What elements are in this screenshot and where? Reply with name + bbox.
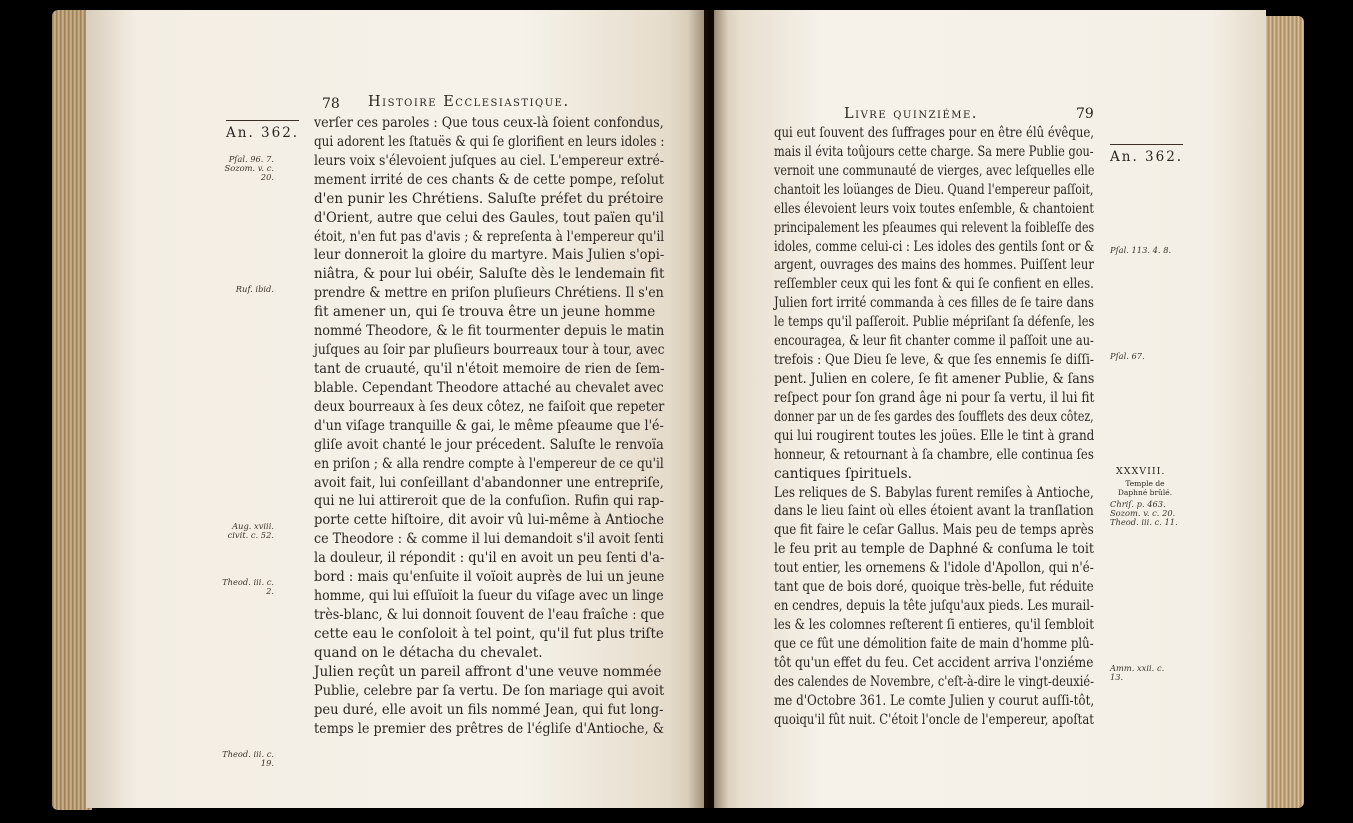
year-marker: An. 362.: [226, 120, 299, 141]
page-number: 78: [322, 96, 340, 112]
section-number: XXXVIII.: [1116, 466, 1166, 477]
text-line: Julien fort irrité commanda à ces filles de ſe taire dans: [774, 295, 1094, 312]
text-line: les & les colomnes reſterent ſi entieres, qu'il ſembloit: [774, 616, 1094, 633]
text-line: honneur, & retournant à ſa chambre, elle continua ſes: [774, 446, 1094, 463]
left-page: [86, 10, 704, 808]
page-number: 79: [1076, 106, 1094, 122]
margin-note: Aug. xviii. civit. c. 52.: [227, 521, 274, 540]
margin-note: Theod. iii. c. 19.: [222, 749, 274, 768]
text-line: temps le premier des prêtres de l'égliſe d'Antioche, &: [314, 720, 665, 737]
margin-note: Chriſ. p. 463. Sozom. v. c. 20. Theod. iii. c. 11.: [1110, 499, 1178, 527]
text-line: étoit, n'en fut pas d'avis ; & repreſenta à l'empereur qu'il: [314, 228, 665, 245]
text-line: tant de cruauté, qu'il n'étoit memoire de rien de ſem-: [314, 360, 665, 377]
text-line: en priſon ; & alla rendre compte à l'empereur de ce qu'il: [314, 455, 664, 472]
margin-note: Ruf. ibid.: [235, 284, 274, 294]
margin-note: Amm. xxii. c. 13.: [1110, 663, 1165, 682]
text-line: argent, ouvrages des mains des hommes. Puiſſent leur: [774, 257, 1094, 274]
text-line: la douleur, il répondit : qu'il en avoit un peu ſenti d'a-: [314, 550, 665, 567]
open-book: [52, 4, 1304, 819]
text-line: des calendes de Novembre, c'eſt-à-dire le vingt-deuxié-: [774, 673, 1095, 690]
text-line: qui adorent les ſtatuës & qui ſe glorifient en leurs idoles :: [314, 133, 665, 150]
text-line: d'un viſage tranquille & gai, le même pſeaume que l'é-: [314, 417, 664, 434]
text-line: qui eut ſouvent des ſuffrages pour en être élû évêque,: [774, 125, 1095, 141]
text-line: me d'Octobre 361. Le comte Julien y courut auſſi-tôt,: [774, 692, 1095, 709]
text-line: d'en punir les Chrétiens. Saluſte préfet du prétoire: [314, 190, 664, 207]
text-line: elles élevoient leurs voix toutes enſemble, & chantoient: [774, 200, 1094, 217]
text-line: Les reliques de S. Babylas furent remiſes à Antioche,: [774, 484, 1094, 501]
text-line: que ce fût une démolition faite de main d'homme plû-: [774, 635, 1094, 652]
text-line: bord : mais qu'enſuite il voïoit auprès de lui un jeune: [314, 569, 665, 586]
book-gutter: [688, 10, 728, 808]
text-line: juſques au ſoir par pluſieurs bourreaux tour à tour, avec: [314, 342, 665, 359]
text-line: tôt qu'un effet du feu. Cet accident arriva l'onziéme: [774, 654, 1094, 671]
text-line: mement irrité de ces chants & de cette pompe, reſolut: [314, 171, 664, 188]
text-line: chantoit les loüanges de Dieu. Quand l'empereur paſſoit,: [774, 181, 1094, 198]
text-line: reſſembler ceux qui les font & qui ſe confient en elles.: [774, 276, 1094, 293]
text-line: trefois : Que Dieu ſe leve, & que ſes ennemis ſe diſſi-: [774, 352, 1094, 369]
text-line: tout entier, les ornemens & l'idole d'Apollon, qui n'é-: [774, 560, 1094, 577]
text-line: quand on le détacha du chevalet.: [314, 644, 543, 661]
text-line: tant que de bois doré, quoique très-belle, fut réduite: [774, 579, 1094, 596]
text-line: que fit faire le ceſar Gallus. Mais peu de temps après: [774, 522, 1094, 539]
margin-note: Pſal. 96. 7. Sozom. v. c. 20.: [224, 154, 274, 182]
text-line: Julien reçût un pareil affront d'une veuve nommée: [314, 663, 662, 680]
text-line: le temps qu'il paſſeroit. Publie mépriſant ſa défenſe, les: [774, 314, 1095, 331]
text-line: ce Theodore : & comme il lui demandoit s'il avoit ſenti: [314, 531, 664, 548]
text-line: Publie, celebre par ſa vertu. De ſon mariage qui avoit: [314, 682, 665, 699]
text-line: gliſe avoit chanté le jour précedent. Saluſte le renvoïa: [314, 436, 664, 453]
text-line: niâtra, & pour lui obéir, Saluſte dès le lendemain fit: [314, 266, 665, 283]
text-line: blable. Cependant Theodore attaché au chevalet avec: [314, 379, 664, 396]
section-title: Temple de Daphné brûlé.: [1117, 479, 1173, 497]
text-line: quoiqu'il fût nuit. C'étoit l'oncle de l'empereur, apoſtat: [774, 711, 1094, 728]
text-line: dans le lieu ſaint où elles étoient avant la tranſlation: [774, 503, 1094, 520]
text-line: pent. Julien en colere, ſe fit amener Publie, & ſans: [774, 370, 1095, 387]
margin-note: Pſal. 67.: [1110, 351, 1145, 361]
text-line: le feu prit au temple de Daphné & conſuma le toit: [774, 541, 1095, 558]
margin-note: Pſal. 113. 4. 8.: [1110, 245, 1172, 255]
text-line: mais il évita toûjours cette charge. Sa mere Publie gou-: [774, 143, 1094, 160]
text-line: encouragea, & leur fit chanter comme il paſſoit une au-: [774, 333, 1094, 350]
text-line: fit amener un, qui ſe trouva être un jeune homme: [314, 304, 656, 321]
text-line: porte cette hiſtoire, dit avoir vû lui-même à Antioche: [314, 512, 665, 529]
margin-note: Theod. iii. c. 2.: [222, 577, 274, 596]
text-line: deux bourreaux à ſes deux côtez, ne faiſoit que repeter: [314, 398, 665, 415]
text-line: avoit fait, lui conſeillant d'abandonner une entrepriſe,: [314, 474, 664, 491]
left-body-text: [314, 114, 664, 738]
text-line: leur donneroit la gloire du martyre. Mais Julien s'opi-: [314, 247, 665, 264]
text-line: cantiques ſpirituels.: [774, 465, 912, 482]
text-line: très-blanc, & lui donnoit ſouvent de l'eau fraîche : que: [314, 606, 665, 623]
text-line: nommé Theodore, & le fit tourmenter depuis le matin: [314, 323, 665, 340]
right-body-text: [774, 124, 1094, 730]
text-line: en cendres, depuis la tête juſqu'aux pieds. Les murail-: [774, 598, 1094, 615]
text-line: donner par un de ſes gardes des ſoufflets des deux côtez,: [774, 408, 1094, 425]
text-line: principalement les pſeaumes qui relevent la foibleſſe des: [774, 219, 1095, 236]
running-head: Livre quinziéme.: [844, 106, 978, 122]
text-line: leurs voix s'élevoient juſques au ciel. L'empereur extré-: [314, 152, 665, 169]
running-head: Histoire Ecclesiastique.: [368, 94, 570, 110]
text-line: prendre & mettre en priſon pluſieurs Chrétiens. Il s'en: [314, 285, 664, 302]
text-line: d'Orient, autre que celui des Gaules, tout païen qu'il: [314, 209, 664, 226]
text-line: qui lui rougirent toutes les joües. Elle le tint à grand: [774, 427, 1095, 444]
text-line: vernoit une communauté de vierges, avec leſquelles elle: [774, 162, 1095, 179]
text-line: cette eau le conſoloit à tel point, qu'il fut plus triſte: [314, 625, 664, 642]
right-page-edges: [1260, 16, 1304, 808]
text-line: homme, qui lui eſſuïoit la ſueur du viſage avec un linge: [314, 588, 664, 605]
text-line: qui ne lui attireroit que de la confuſion. Rufin qui rap-: [314, 493, 664, 510]
text-line: idoles, comme celui-ci : Les idoles des gentils ſont or &: [774, 238, 1095, 255]
text-line: verſer ces paroles : Que tous ceux-là ſoient confondus,: [314, 115, 664, 131]
text-line: peu duré, elle avoit un fils nommé Jean, qui fut long-: [314, 701, 664, 718]
right-page: [714, 10, 1266, 808]
year-marker: An. 362.: [1110, 144, 1183, 165]
text-line: reſpect pour ſon grand âge ni pour ſa vertu, il lui fit: [774, 389, 1095, 406]
